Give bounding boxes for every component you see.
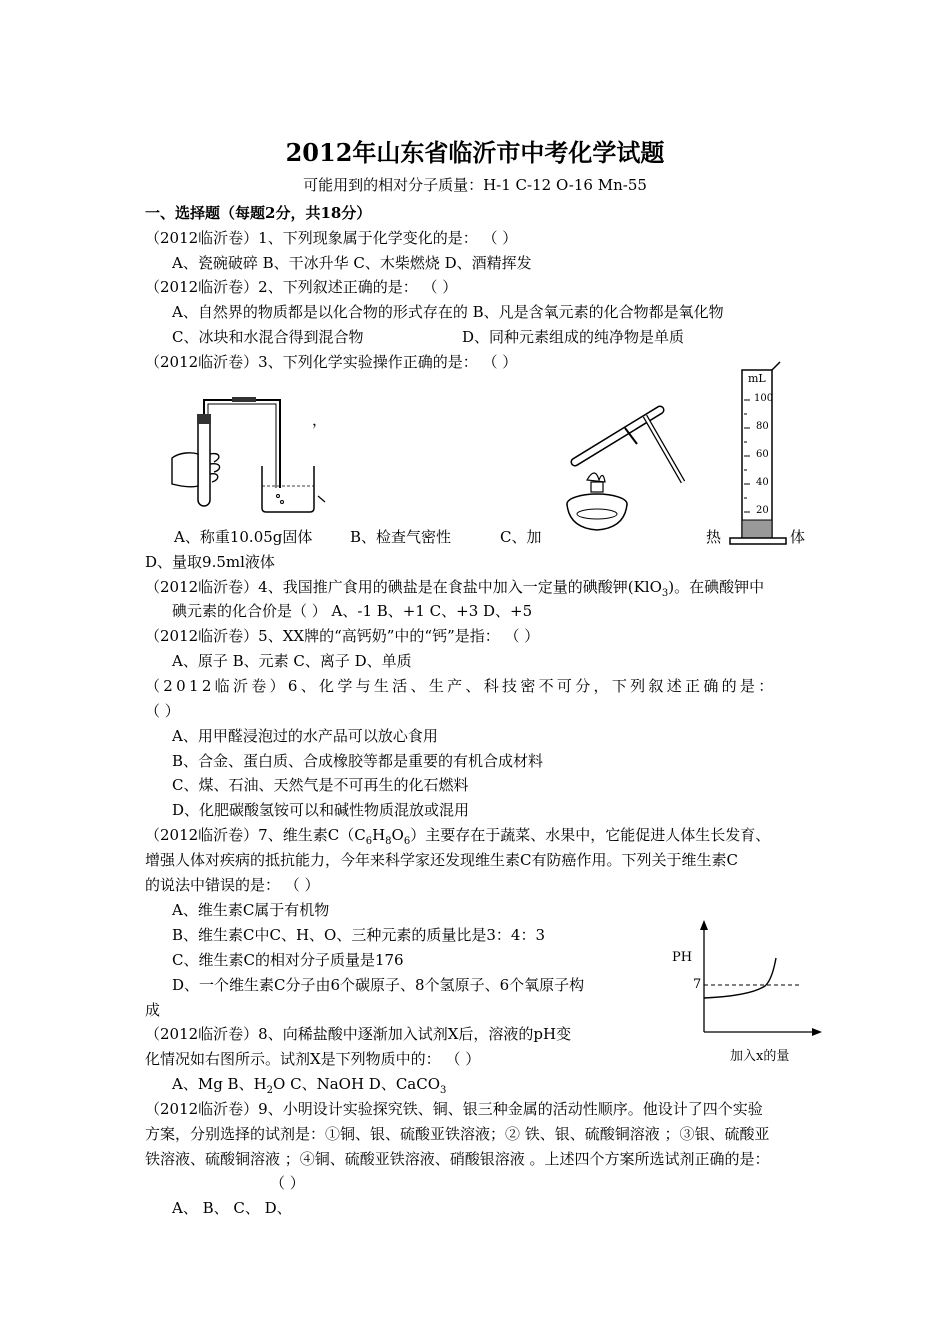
q7-option-b: B、维生素C中C、H、O、三种元素的质量比是3：4：3 (172, 926, 545, 944)
q2-option-d: D、同种元素组成的纯净物是单质 (462, 328, 685, 346)
ph-axis-label: PH (672, 950, 693, 965)
q9-stem-line2: 方案，分别选择的试剂是：①铜、银、硫酸亚铁溶液；② 铁、银、硫酸铜溶液 ；③银、硫酸亚 (145, 1125, 770, 1143)
q7-stem-line3: 的说法中错误的是： （ ） (145, 876, 320, 894)
q6-option-b: B、合金、蛋白质、合成橡胶等都是重要的有机合成材料 (172, 752, 544, 770)
x-axis-label: 加入x的量 (730, 1049, 790, 1064)
airtightness-check-figure (170, 388, 330, 518)
q3-option-c-heat: 热 (706, 528, 722, 546)
q2-stem: （2012临沂卷）2、下列叙述正确的是： （ ） (145, 278, 458, 296)
ph-seven-label: 7 (693, 977, 702, 992)
q3-option-d: D、量取9.5ml液体 (145, 553, 275, 571)
q9-stem-line3: 铁溶液、硫酸铜溶液 ；④铜、硫酸亚铁溶液、硝酸银溶液 。上述四个方案所选试剂正确的是： (145, 1150, 770, 1168)
q2-option-c: C、冰块和水混合得到混合物 (172, 328, 364, 346)
q9-paren: （ ） (270, 1174, 305, 1192)
cylinder-tick-40: 40 (756, 477, 769, 488)
ph-graph (690, 918, 830, 1043)
q8-stem-line2: 化情况如右图所示。试剂X是下列物质中的： （ ） (145, 1050, 481, 1068)
q6-stem: （2012临沂卷）6、化学与生活、生产、科技密不可分，下列叙述正确的是： (145, 677, 777, 695)
q5-options: A、原子 B、元素 C、离子 D、单质 (172, 652, 412, 670)
q7-option-d-end: 成 (145, 1001, 161, 1019)
q7-option-d: D、一个维生素C分子由6个碳原子、8个氢原子、6个氧原子构 (172, 976, 585, 994)
q9-options: A、 B、 C、 D、 (172, 1199, 292, 1217)
q7-stem: （2012临沂卷）7、维生素$C(C_6H_8O_6)$主要存在于蔬菜、水果中，它能促进人体生长发育、 (145, 826, 771, 847)
cylinder-unit: mL (748, 372, 766, 385)
cylinder-tick-100: 100 (754, 393, 774, 404)
q6-option-c: C、煤、石油、天然气是不可再生的化石燃料 (172, 776, 469, 794)
q6-option-d: D、化肥碳酸氢铵可以和碱性物质混放或混用 (172, 801, 470, 819)
q6-paren: （ ） (145, 702, 180, 720)
q1-stem: （2012临沂卷）1、下列现象属于化学变化的是： （ ） (145, 229, 518, 247)
q7-option-c: C、维生素C的相对分子质量是176 (172, 951, 404, 969)
q4-options: 碘元素的化合价是（ ） A、-1 B、+1 C、+3 D、+5 (172, 602, 533, 620)
q5-stem: （2012临沂卷）5、XX牌的“高钙奶”中的“钙”是指： （ ） (145, 627, 540, 645)
cylinder-tick-20: 20 (756, 505, 769, 516)
q3-option-c: C、加 (500, 528, 542, 546)
q8-options: A、Mg B、$H_2O$ C、NaOH D、CaCO$_3$ (172, 1075, 447, 1096)
section-heading: 一、选择题（每题2分，共18分） (145, 204, 372, 222)
heating-solid-figure (565, 400, 690, 535)
q4-stem: （2012临沂卷）4、我国推广食用的碘盐是在食盐中加入一定量的碘酸钾(KlO$_3$)。在碘酸钾中 (145, 578, 765, 599)
q7-stem-line2: 增强人体对疾病的抵抗能力，今年来科学家还发现维生素C有防癌作用。下列关于维生素C (145, 851, 738, 869)
page-title: 2012年山东省临沂市中考化学试题 (285, 138, 665, 167)
q3-option-a: A、称重10.05g固体 (174, 528, 313, 546)
q3-stem: （2012临沂卷）3、下列化学实验操作正确的是： （ ） (145, 353, 518, 371)
q2-options-ab: A、自然界的物质都是以化合物的形式存在的 B、凡是含氧元素的化合物都是氧化物 (172, 303, 724, 321)
q6-option-a: A、用甲醛浸泡过的水产品可以放心食用 (172, 727, 438, 745)
q1-options: A、瓷碗破碎 B、干冰升华 C、木柴燃烧 D、酒精挥发 (172, 254, 532, 272)
q3-option-b: B、检查气密性 (350, 528, 452, 546)
cylinder-tick-60: 60 (756, 449, 769, 460)
relative-mass-note: 可能用到的相对分子质量：H-1 C-12 O-16 Mn-55 (303, 176, 647, 194)
q9-stem: （2012临沂卷）9、小明设计实验探究铁、铜、银三种金属的活动性顺序。他设计了四个实验 (145, 1100, 763, 1118)
q3-comma: ， (312, 411, 328, 429)
q3-option-c-end: 体 (790, 528, 806, 546)
cylinder-tick-80: 80 (756, 421, 769, 432)
q7-option-a: A、维生素C属于有机物 (172, 901, 330, 919)
q8-stem: （2012临沂卷）8、向稀盐酸中逐渐加入试剂X后，溶液的pH变 (145, 1025, 572, 1043)
